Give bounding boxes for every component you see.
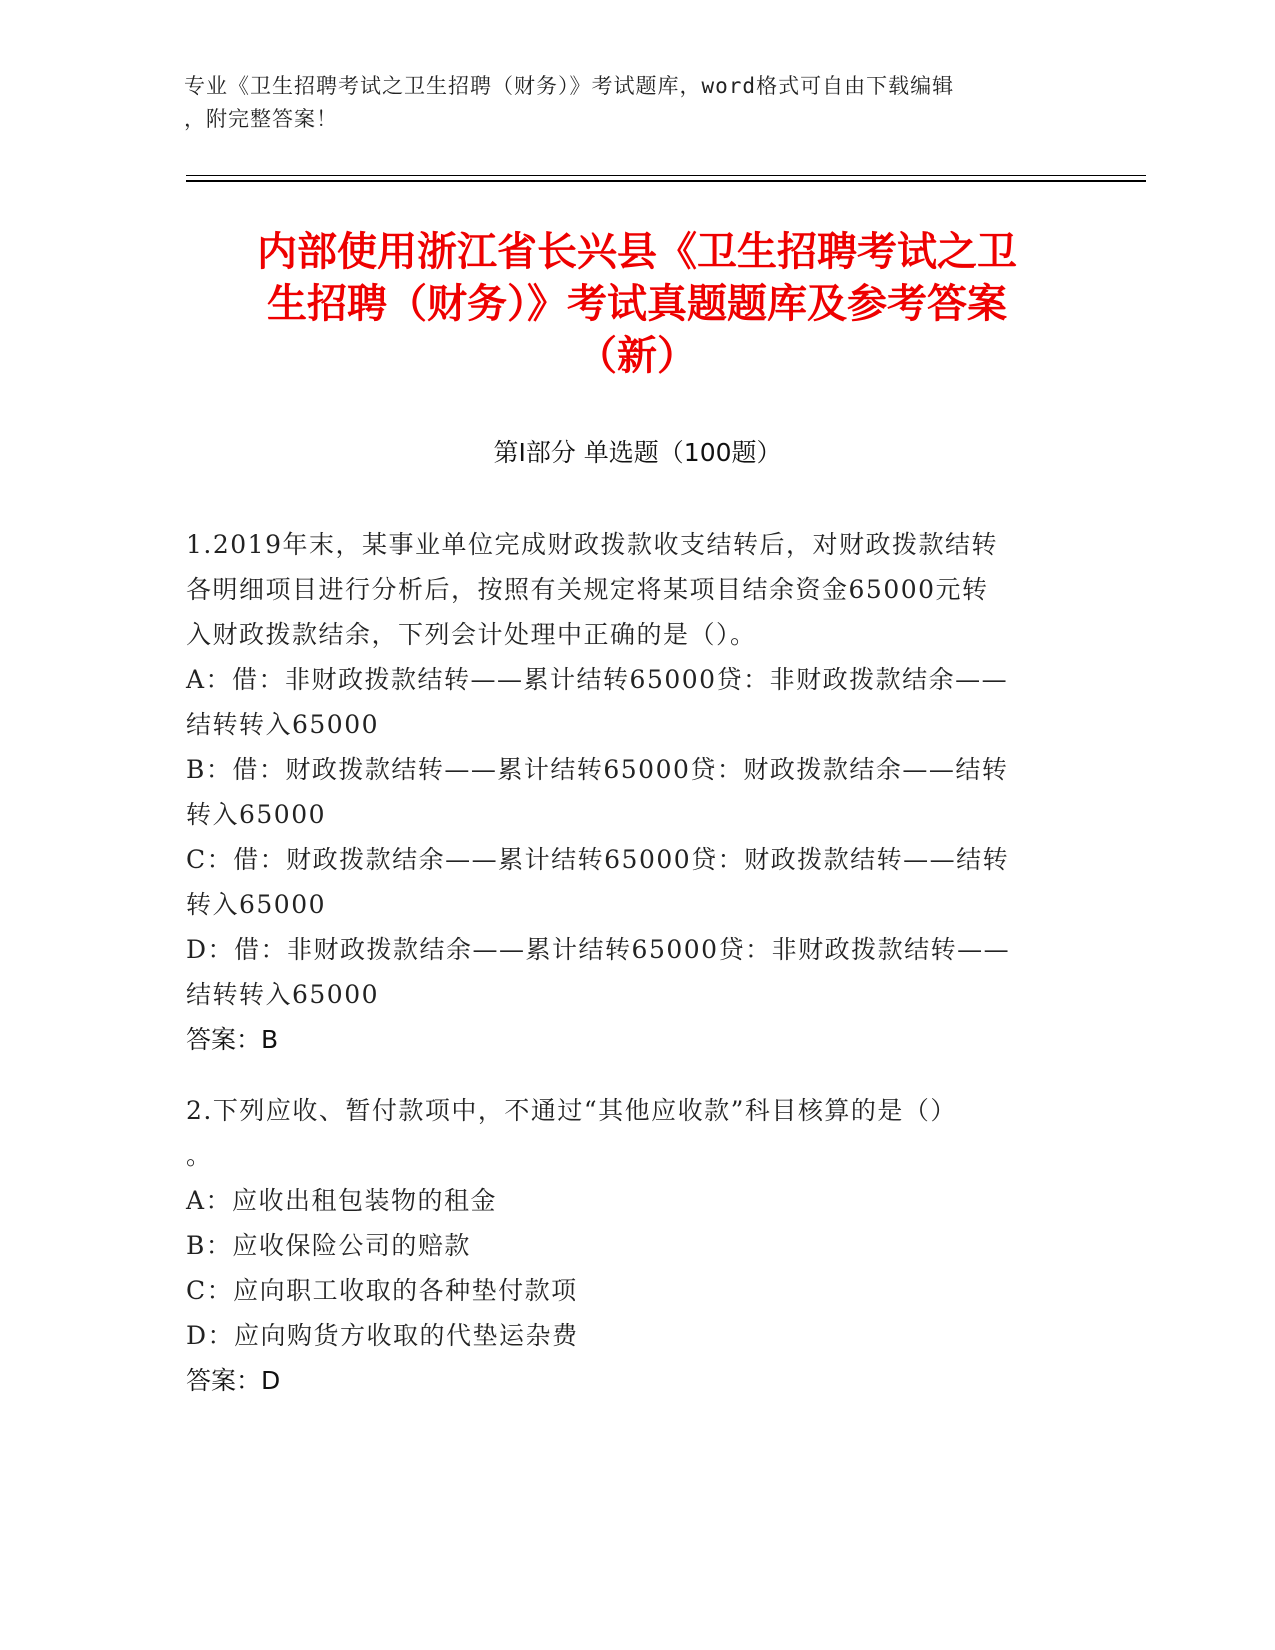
document-title-line: （新） <box>577 333 697 379</box>
header-note-line: 专业《卫生招聘考试之卫生招聘（财务）》考试题库，word格式可自由下载编辑 <box>184 74 955 98</box>
header-divider-thin <box>186 175 1146 176</box>
document-title-line: 内部使用浙江省长兴县《卫生招聘考试之卫 <box>257 229 1017 275</box>
answer-value: D <box>261 1366 281 1395</box>
option-d-line: 结转转入65000 <box>186 980 380 1009</box>
option-b-line: B：应收保险公司的赔款 <box>186 1231 471 1260</box>
option-c-line: C：借：财政拨款结余——累计结转65000贷：财政拨款结转——结转 <box>186 845 1010 874</box>
option-c-line: 转入65000 <box>186 890 327 919</box>
answer-label: 答案： <box>186 1025 262 1054</box>
question-list <box>186 522 1066 1429</box>
answer-label: 答案： <box>186 1366 262 1395</box>
question-text-line: 1.2019年末，某事业单位完成财政拨款收支结转后，对财政拨款结转 <box>186 530 998 559</box>
option-c-line: C：应向职工收取的各种垫付款项 <box>186 1276 578 1305</box>
option-a-line: A：应收出租包装物的租金 <box>186 1186 498 1215</box>
document-title <box>170 226 1104 382</box>
section-heading: 第Ⅰ部分 单选题（100题） <box>493 438 782 467</box>
question-item <box>186 522 1066 1062</box>
answer <box>186 1358 1066 1403</box>
question-text-line: 2.下列应收、暂付款项中，不通过“其他应收款”科目核算的是（） <box>186 1096 957 1125</box>
question-text-line: 各明细项目进行分析后，按照有关规定将某项目结余资金65000元转 <box>186 575 989 604</box>
question-text-line: 。 <box>186 1141 213 1170</box>
option-d-line: D：应向购货方收取的代垫运杂费 <box>186 1321 579 1350</box>
header-note-line: ，附完整答案！ <box>184 107 338 131</box>
question-item <box>186 1088 1066 1403</box>
answer-value: B <box>261 1025 279 1054</box>
option-d-line: D：借：非财政拨款结余——累计结转65000贷：非财政拨款结转—— <box>186 935 1011 964</box>
document-title-line: 生招聘（财务）》考试真题题库及参考答案 <box>267 281 1007 327</box>
answer <box>186 1017 1066 1062</box>
header-note <box>184 70 1064 136</box>
option-a-line: A：借：非财政拨款结转——累计结转65000贷：非财政拨款结余—— <box>186 665 1009 694</box>
question-text-line: 入财政拨款结余，下列会计处理中正确的是（）。 <box>186 620 757 649</box>
option-a-line: 结转转入65000 <box>186 710 380 739</box>
option-b-line: B：借：财政拨款结转——累计结转65000贷：财政拨款结余——结转 <box>186 755 1009 784</box>
header-divider-thick <box>186 180 1146 182</box>
option-b-line: 转入65000 <box>186 800 327 829</box>
